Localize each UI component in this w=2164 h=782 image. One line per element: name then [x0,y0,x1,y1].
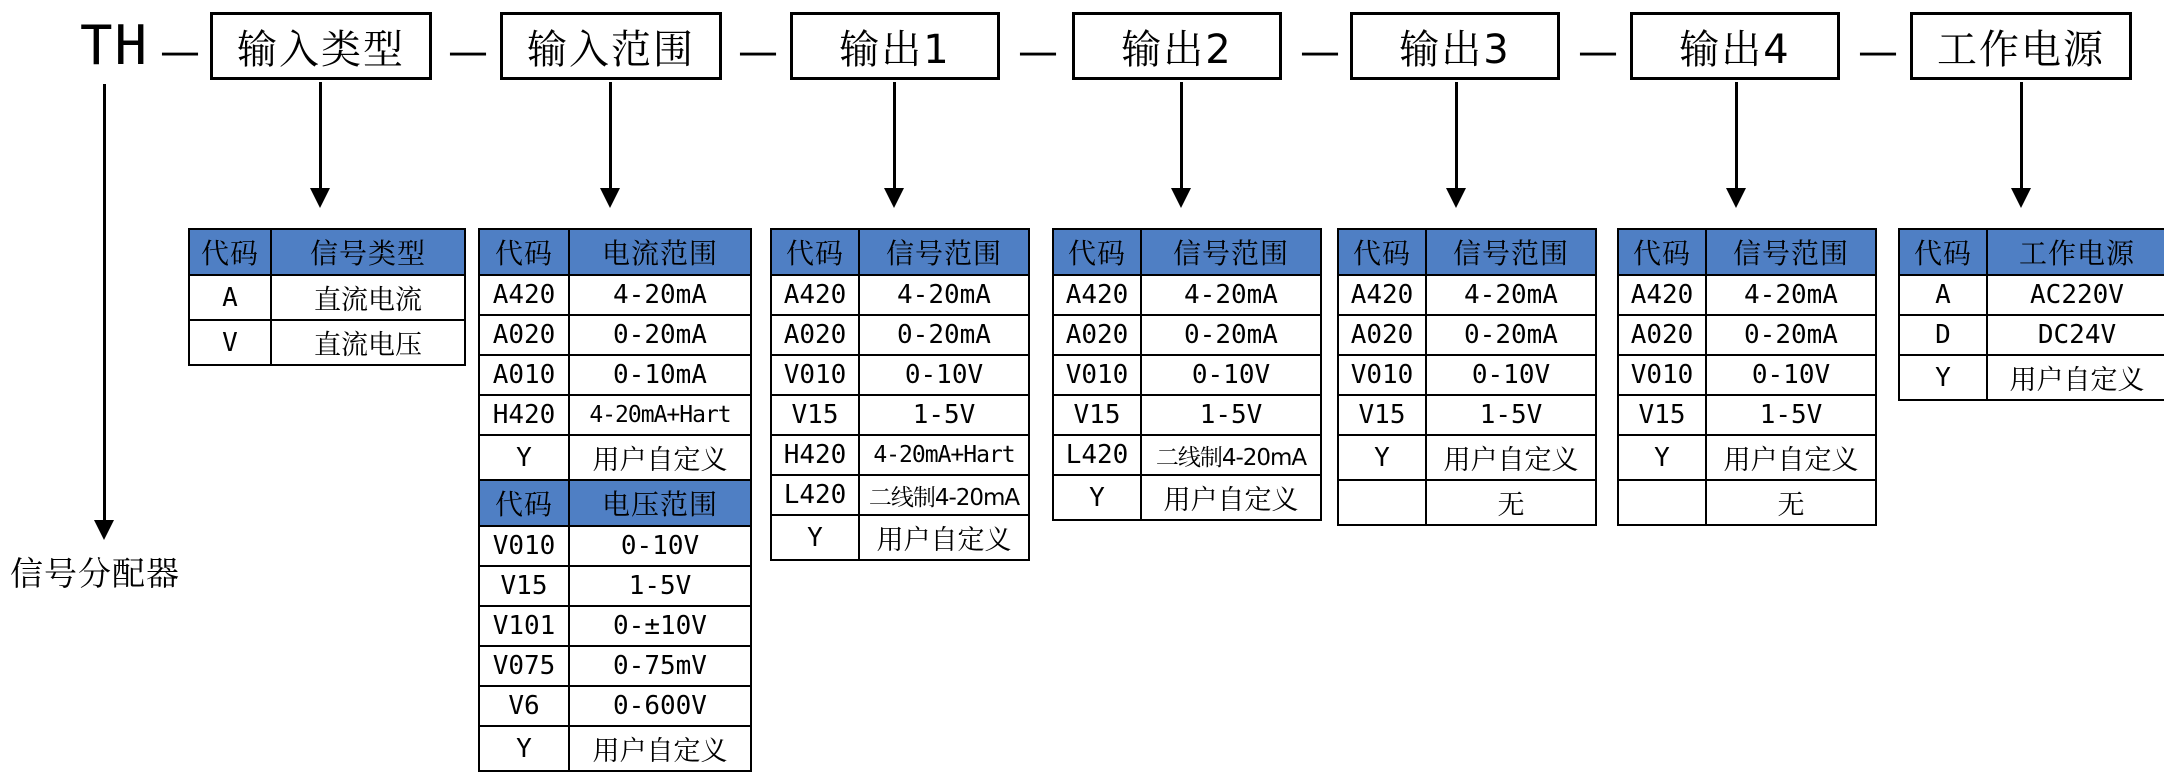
header-box-output-4: 输出4 [1630,12,1840,80]
header-box-output-1: 输出1 [790,12,1000,80]
cell-value: 0-10V [1141,355,1321,395]
cell-value: 用户自定义 [569,435,751,480]
column-header-code: 代码 [771,229,859,275]
separator-dash-1: — [448,29,488,75]
cell-code: A020 [479,315,569,355]
table-row [1618,275,1876,315]
column-header-value: 工作电源 [1987,229,2164,275]
column-header-code: 代码 [1053,229,1141,275]
arrow-line-output-4 [1735,82,1738,192]
cell-code: A010 [479,355,569,395]
cell-code: L420 [1053,435,1141,475]
cell-value: 直流电压 [271,320,465,365]
table-header-row [1053,229,1321,275]
cell-value: 二线制4-20mA [859,475,1029,515]
cell-value: 4-20mA+Hart [859,435,1029,475]
table-header-row [1899,229,2164,275]
table-row [479,275,751,315]
cell-code: A420 [479,275,569,315]
arrow-line-power-supply [2020,82,2023,192]
arrow-line-input-range [609,82,612,192]
cell-code: Y [479,726,569,771]
column-header-code: 代码 [479,229,569,275]
cell-code: A420 [1053,275,1141,315]
cell-code: V15 [771,395,859,435]
cell-code: Y [1899,355,1987,400]
cell-code: V010 [1053,355,1141,395]
cell-value: 无 [1426,480,1596,525]
cell-value: 0-±10V [569,606,751,646]
header-box-power-supply: 工作电源 [1910,12,2132,80]
cell-code: A020 [771,315,859,355]
table-row [1338,355,1596,395]
cell-value: 1-5V [859,395,1029,435]
table-row [1053,355,1321,395]
table-row [1053,315,1321,355]
table-input-range [478,228,752,772]
cell-code: A420 [1618,275,1706,315]
column-header-value: 信号范围 [1426,229,1596,275]
cell-value: 无 [1706,480,1876,525]
arrow-line-prefix [103,84,106,524]
table-row [479,395,751,435]
column-header-value: 信号范围 [1141,229,1321,275]
column-header-value: 信号范围 [859,229,1029,275]
cell-value: AC220V [1987,275,2164,315]
table-header-row [479,229,751,275]
header-box-output-3: 输出3 [1350,12,1560,80]
table-row [1338,435,1596,480]
cell-value: 0-10V [1706,355,1876,395]
table-row [479,686,751,726]
cell-value: 0-75mV [569,646,751,686]
cell-code: Y [771,515,859,560]
cell-code: H420 [479,395,569,435]
cell-value: 4-20mA [1426,275,1596,315]
table-row [1618,355,1876,395]
arrow-line-output-1 [893,82,896,192]
header-box-input-range: 输入范围 [500,12,722,80]
cell-value: 用户自定义 [1426,435,1596,480]
cell-code: A020 [1338,315,1426,355]
arrow-head-power-supply [2011,188,2031,208]
table-row [1899,275,2164,315]
separator-dash-3: — [1018,29,1058,75]
column-header-code: 代码 [1618,229,1706,275]
table-row [771,435,1029,475]
table-power-supply [1898,228,2164,401]
column-header-value: 电流范围 [569,229,751,275]
table-header-row [1618,229,1876,275]
cell-value: 用户自定义 [1987,355,2164,400]
table-row [479,435,751,480]
table-row [1338,315,1596,355]
separator-dash-0: — [160,29,200,75]
table-row [479,355,751,395]
table-row [1053,435,1321,475]
cell-value: 4-20mA [859,275,1029,315]
bottom-label-signal-distributor: 信号分配器 [10,554,180,593]
column-header-code: 代码 [1899,229,1987,275]
table-row [771,515,1029,560]
cell-code [1618,480,1706,525]
cell-value: 用户自定义 [569,726,751,771]
table-row [1338,480,1596,525]
arrow-head-output-4 [1726,188,1746,208]
table-row [1618,395,1876,435]
cell-code: V6 [479,686,569,726]
table-row [771,315,1029,355]
table-header-row [771,229,1029,275]
arrow-head-input-range [600,188,620,208]
column-header-code: 代码 [479,480,569,526]
cell-code: Y [1618,435,1706,480]
cell-code: V101 [479,606,569,646]
arrow-line-input-type [319,82,322,192]
model-prefix: TH [80,14,150,77]
cell-code: A020 [1053,315,1141,355]
cell-value: 0-20mA [859,315,1029,355]
separator-dash-6: — [1858,29,1898,75]
cell-code: Y [1338,435,1426,480]
separator-dash-4: — [1300,29,1340,75]
cell-value: 4-20mA [1706,275,1876,315]
table-output-1 [770,228,1030,561]
cell-value: 1-5V [1141,395,1321,435]
cell-code: Y [479,435,569,480]
arrow-head-prefix [94,520,114,540]
cell-value: 0-600V [569,686,751,726]
table-row [1053,475,1321,520]
table-row [771,475,1029,515]
table-row [189,275,465,320]
cell-code: V15 [1338,395,1426,435]
table-header-row [479,480,751,526]
table-row [1053,275,1321,315]
cell-value: 1-5V [569,566,751,606]
cell-code: A420 [1338,275,1426,315]
cell-value: 1-5V [1426,395,1596,435]
cell-code: V15 [479,566,569,606]
arrow-head-output-1 [884,188,904,208]
column-header-value: 电压范围 [569,480,751,526]
table-output-4 [1617,228,1877,526]
table-row [1338,275,1596,315]
cell-code: V15 [1053,395,1141,435]
separator-dash-2: — [738,29,778,75]
arrow-head-output-2 [1171,188,1191,208]
header-box-output-2: 输出2 [1072,12,1282,80]
cell-code: V010 [771,355,859,395]
cell-value: 4-20mA [1141,275,1321,315]
table-row [1053,395,1321,435]
column-header-code: 代码 [1338,229,1426,275]
cell-value: 0-20mA [1706,315,1876,355]
table-row [1618,435,1876,480]
header-box-input-type: 输入类型 [210,12,432,80]
cell-code: D [1899,315,1987,355]
arrow-head-output-3 [1446,188,1466,208]
table-output-3 [1337,228,1597,526]
cell-code: V010 [1338,355,1426,395]
cell-code: V010 [1618,355,1706,395]
table-row [189,320,465,365]
table-output-2 [1052,228,1322,521]
cell-value: 0-10mA [569,355,751,395]
cell-value: DC24V [1987,315,2164,355]
separator-dash-5: — [1578,29,1618,75]
cell-value: 用户自定义 [859,515,1029,560]
arrow-line-output-3 [1455,82,1458,192]
table-row [1899,355,2164,400]
cell-code: A [189,275,271,320]
table-row [771,355,1029,395]
table-row [1618,480,1876,525]
cell-value: 用户自定义 [1706,435,1876,480]
cell-code: V15 [1618,395,1706,435]
cell-code: A020 [1618,315,1706,355]
column-header-value: 信号范围 [1706,229,1876,275]
table-row [479,315,751,355]
cell-value: 0-20mA [1141,315,1321,355]
cell-code: V [189,320,271,365]
table-row [479,606,751,646]
cell-value: 0-10V [569,526,751,566]
cell-value: 0-10V [859,355,1029,395]
table-row [479,566,751,606]
table-row [771,275,1029,315]
table-row [479,726,751,771]
cell-code: L420 [771,475,859,515]
cell-value: 直流电流 [271,275,465,320]
cell-code: H420 [771,435,859,475]
cell-value: 用户自定义 [1141,475,1321,520]
arrow-head-input-type [310,188,330,208]
cell-value: 0-20mA [1426,315,1596,355]
cell-value: 4-20mA [569,275,751,315]
cell-value: 二线制4-20mA [1141,435,1321,475]
cell-value: 1-5V [1706,395,1876,435]
table-row [1338,395,1596,435]
cell-value: 0-10V [1426,355,1596,395]
cell-code: Y [1053,475,1141,520]
table-row [1618,315,1876,355]
column-header-value: 信号类型 [271,229,465,275]
arrow-line-output-2 [1180,82,1183,192]
column-header-code: 代码 [189,229,271,275]
table-header-row [1338,229,1596,275]
table-row [479,646,751,686]
table-input-type [188,228,466,366]
cell-code: V075 [479,646,569,686]
cell-code [1338,480,1426,525]
cell-value: 4-20mA+Hart [569,395,751,435]
cell-code: A [1899,275,1987,315]
cell-code: V010 [479,526,569,566]
table-row [1899,315,2164,355]
cell-value: 0-20mA [569,315,751,355]
table-row [479,526,751,566]
table-row [771,395,1029,435]
table-header-row [189,229,465,275]
cell-code: A420 [771,275,859,315]
